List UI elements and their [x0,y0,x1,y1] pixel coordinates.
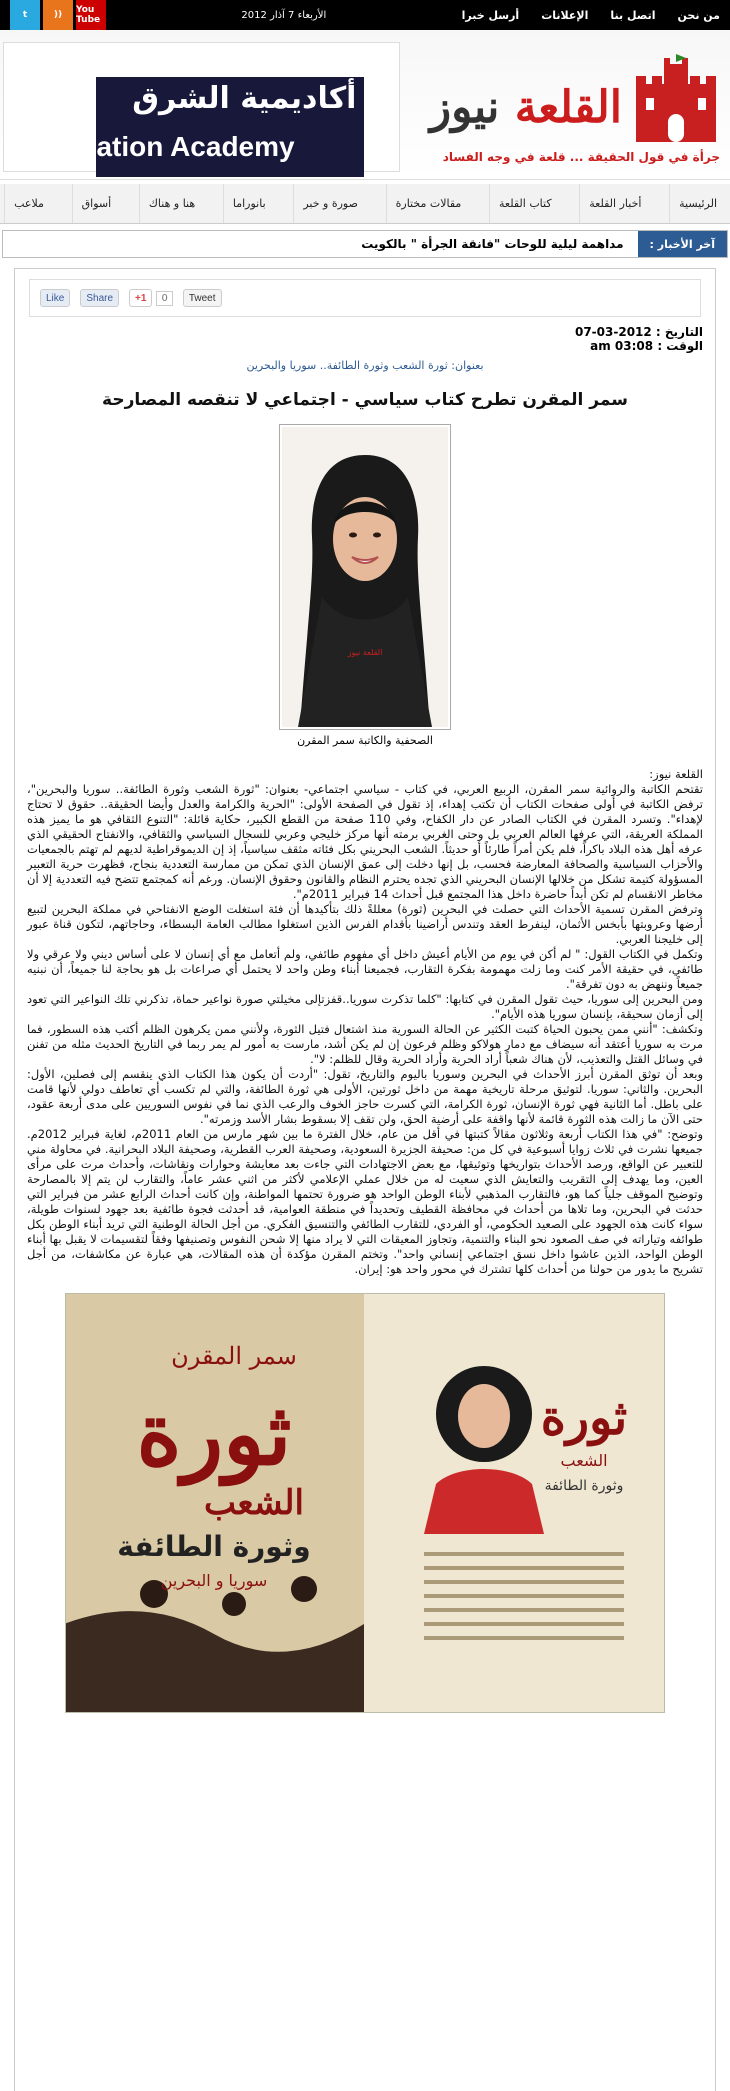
book-cover-illustration [65,1294,664,1713]
nav-markets[interactable]: أسواق [72,184,121,223]
main-nav [0,184,730,224]
article-address: بعنوان: ثورة الشعب وثورة الطائفة.. سوريا والبحرين [246,359,484,372]
author-photo-image [282,427,448,727]
site-name-part-2: نيوز [429,82,500,133]
body-paragraph: وتكشف: "أنني ممن يحبون الحياة كتبت الكثير عن الحالة السورية منذ اشتعال فتيل الثورة، ولأنني ممن يكرهون الظلم أكتب هذه السطور، فما مرت به سوريا أعتقد أنه سيضاف مع دمار هولاكو وظلم فرعون إن لم يكن أشد، مارست به أمور لم يمر ربما في التاريخ الحديث مثله من تفنن في وسائل القتل والتعذيب، لأن هناك شعباً أراد الحرية وأراد الحرية وقال للظلم: لا". [27,1022,703,1066]
nav-here-there[interactable]: هنا و هناك [139,184,204,223]
article-time: الوقت : am 03:08 [590,339,703,353]
article-headline: سمر المقرن تطرح كتاب سياسي - اجتماعي لا تنقصه المصارحة [102,390,628,410]
author-photo [279,424,451,730]
facebook-share-button[interactable]: Share [80,289,119,307]
social-icons [10,0,106,30]
cover-author-left: سمر المقرن [171,1342,297,1370]
nav-qalaa-news[interactable]: أخبار القلعة [579,184,650,223]
nav-panorama[interactable]: بانوراما [223,184,275,223]
rss-icon[interactable]: )) [43,0,73,30]
top-date: الأربعاء 7 آذار 2012 [241,9,327,21]
article-body [27,767,703,1277]
share-box [29,279,701,317]
top-links [462,9,720,22]
body-paragraph: القلعة نيوز: [649,767,703,781]
site-header [0,30,730,180]
site-name-part-1: القلعة [514,82,622,133]
body-paragraph: تقتحم الكاتبة والروائية سمر المقرن، الربيع العربي، في كتاب - سياسي اجتماعي- بعنوان: "ثورة الشعب وثورة الطائفة.. سوريا والبحرين"، ترفض الكاتبة في أولى صفحات الكتاب أن تكتب إهداء، إذ تقول في الصفحة الأولى: "الحرية والكرامة والعدل وأيضا الحقيقة.. حقوق لا تحتاج لإهداء". وتسرد المقرن في الكتاب الصادر عن دار الكفاح، وفي 110 صفحة من القطع الكبير، حكاية قائلة: "التنوع الثقافي هو ما يميز هذه المملكة العريقة، التي عرفها العالم العربي بل وحتى الغربي برمته أنها مركز خليجي وعربي للسجال السياسي والثقافي، والانفتاح الحقيقي الذي عرفه أهل هذه البلاد باكراً، فلم يكن أمراً طارئاً أو حديثاً. الشعب البحريني بكل فئاته مثقف سياسياً، إذ إن الديموقراطية لديهم لم تهتم بالجمعيات والأحزاب السياسية والصحافة المعارضة فحسب، بل إنها دخلت إلى عمق الإنسان الذي تمكن من ممارسة التعددية بنجاح، فظهرت حرية التعبير المسؤولة كتيمة تشكل من خلالها الإنسان البحريني الذي تجده يحترم النظام والقانون وحقوق الإنسان. ورغم أنه كمجتمع تتضح فيه التعددية إلا أن مخاطر الانقسام لم تكن أبداً حاضرة داخل هذا المجتمع قبل أحداث 14 فبراير 2011م". [27,782,704,901]
youtube-icon[interactable]: You Tube [76,0,106,30]
cover-line2-left: وثورة الطائفة [117,1530,311,1563]
cover-line3-left: سوريا و البحرين [160,1571,268,1590]
site-logo[interactable] [400,42,730,172]
top-link-ads[interactable]: الإعلانات [541,8,589,22]
article [14,268,716,2091]
nav-photo-news[interactable]: صورة و خبر [293,184,367,223]
tweet-button[interactable]: Tweet [183,289,222,307]
gplus-button[interactable]: +1 [129,289,152,307]
nav-writers[interactable]: كتاب القلعة [489,184,561,223]
cover-line2-right: وثورة الطائفة [544,1478,624,1494]
top-link-contact[interactable]: اتصل بنا [610,8,656,22]
top-link-send-news[interactable]: أرسل خبرا [461,8,520,22]
top-link-about[interactable]: من نحن [677,8,720,22]
breaking-news-text[interactable]: مداهمة ليلية للوحات "فانقة الجرأة " بالكويت [361,237,624,251]
article-date: التاريخ : 2012-03-07 [574,325,703,339]
author-portrait-illustration [282,427,448,727]
ad-image [96,77,364,177]
body-paragraph: وتوضح: "في هذا الكتاب أربعة وثلاثون مقالاً كتبتها في أقل من عام، خلال الفترة ما بين شهر مارس من العام 2011م، لغاية فبراير 2012م. جميعها نشرت في ثلاث زوايا أسبوعية في كل من: صحيفة الجزيرة السعودية، وصحيفة العرب القطرية، وصحيفة البلاد البحرانية. في محاولة مني للتعبير عن الواقع، ورصد الأحداث بتواريخها وتوثيقها، مع بعض الاجتهادات التي جاءت بعد معايشة وحوارات ونقاشات، وأحداث مرت على مرأى العين، وما يهدف إلى التقريب والتعايش الذي سعيت له من خلال عملي الإعلامي لأكثر من اثني عشر عاماً، والتقارب لن يتم إلا بالمصارحة وتوضيح الموقف جلياً كما هو، فالتقارب المذهبي لأبناء الوطن الواحد هو ضرورة تحتمها المواطنة، وإن كانت أحداث الرابع عشر من فبراير التي حدثت في البحرين، وما تلاها من أحداث في محافظة القطيف وتحديداً في منطقة العوامية، قد أحدثت فجوة طائفية بعد جهود لسنوات طويلة، سواء كانت هذه الجهود على الصعيد الحكومي، أو الفردي، للتقارب الطائفي والتنسيق الفكري. من أجل الحالة الوطنية التي تريد أبناء الوطن بكل طوائفه وتياراته في صف الصعود نحو البناء والتنمية، وتجاوز المعيقات التي لا يراد منها إلا شحن النفوس وتصنيفها وفقاً لتقسيمات لا يقبل بها أبناء الوطن الواحد، الذين عاشوا داخل نسق اجتماعي إنساني واحد". وتختم المقرن مؤكدة أن هذه المقالات، هي عبارة عن مكاشفات، من أجل تشريح ما يدور من حولنا من أحداث كلها تشترك في محور واحد هو: إيران. [27,1127,704,1276]
breaking-news-bar [2,230,728,258]
cover-title-left: ثورة [136,1384,292,1485]
body-paragraph: ومن البحرين إلى سوريا، حيث تقول المقرن في كتابها: "كلما تذكرت سوريا..قفزتإلى مخيلتي صورة نواعير حماة، تذكرني تلك النواعير التي تعود إلى أزمان سحيقة، بإنسان سوريا هذه الأيام". [27,992,703,1021]
breaking-news-label: آخر الأخبار : [638,231,727,257]
photo-watermark: القلعة نيوز [347,648,383,657]
photo-caption: الصحفية والكاتبة سمر المقرن [297,734,433,747]
castle-logo-icon [630,54,722,146]
site-name [430,82,622,133]
top-bar [0,0,730,30]
twitter-icon[interactable]: t [10,0,40,30]
gplus-count: 0 [156,291,172,306]
article-meta [27,325,703,353]
cover-subtitle-right: الشعب [560,1451,608,1470]
ad-title-ar: أكاديمية الشرق [132,81,357,116]
body-paragraph: وبعد أن توثق المقرن أبرز الأحداث في البحرين وسوريا باليوم والتاريخ، تقول: "أردت أن يكون هذا الكتاب الذي ينقسم إلى فصلين، الأول: البحرين. والثاني: سوريا. لتوثيق مرحلة تاريخية مهمة من داخل ثورتين، الأولى هي ثورة الطائفة، والتي لم تكسب أي تعاطف دولي لأنها قامت على باطل. أما الثانية فهي ثورة الإنسان، ثورة الكرامة، التي كسرت حاجز الخوف والرعب الذي نما في نفوس السوريين على مدى أربعة عقود، حتى الآن ما زالت هذه الثورة قائمة لأنها واقفة على أرضية الحق، ولن تقف إلا بسقوط بشار الأسد وزمرته". [27,1067,703,1126]
nav-selected-articles[interactable]: مقالات مختارة [386,184,471,223]
nav-home[interactable]: الرئيسية [669,184,726,223]
book-cover-image [65,1293,665,1713]
ad-banner[interactable] [3,42,400,172]
body-paragraph: وترفض المقرن تسمية الأحداث التي حصلت في البحرين (ثورة) معللةً ذلك بتأكيدها أن فئة استغلت الوضع الانفتاحي في مملكة البحرين لتبيع أرضها وعروبتها بأبخس الأثمان، لينفرط العقد وتندس أراضينا بأقدام الفرس الذين استغلوا مطالب العامة البسطاء، وحاجاتهم، لتكون قناة عبور إلى خليجنا العربي. [27,902,703,946]
cover-subtitle-left: الشعب [204,1483,304,1523]
site-tagline: جرأة في قول الحقيقة ... قلعة في وجه الفساد [442,150,720,164]
facebook-like-button[interactable]: Like [40,289,70,307]
gplus-group [129,289,173,307]
nav-sports[interactable]: ملاعب [4,184,53,223]
cover-title-right: ثورة [540,1390,628,1446]
body-paragraph: وتكمل في الكتاب القول: " لم أكن في يوم من الأيام أعيش داخل أي مفهوم طائفي، ولم أتعامل مع أي إنسان لا على أساس ديني ولا عرقي ولا طائفي، في حقيقة الأمر كنت وما زلت مهمومة بفكرة التقارب، فجميعنا أبناء وطن واحد لا يحتمل أي صراعات بل هو بحاجة لنا جميعاً، أن نبنيه جميعاً وننهض به دون تفرقة". [27,947,703,991]
ad-title-en: ation Academy [96,131,295,162]
